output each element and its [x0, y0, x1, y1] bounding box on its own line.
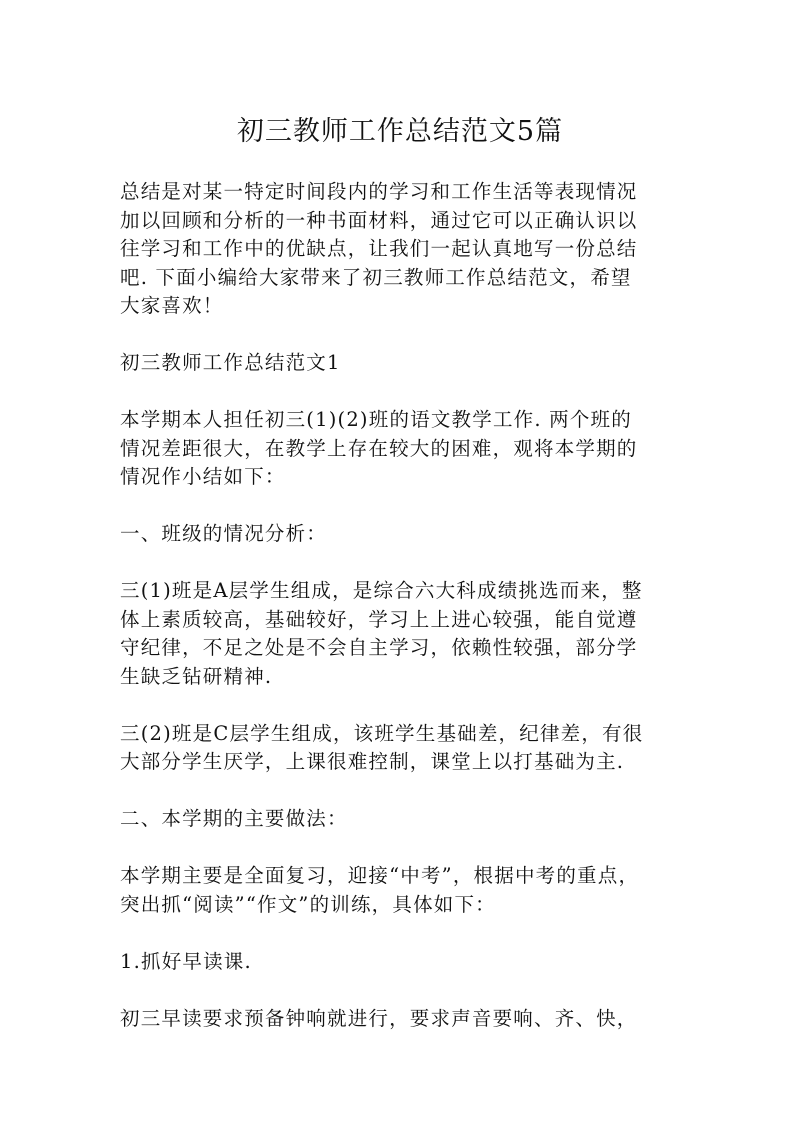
subsection-heading-morning-reading: 1.抓好早读课. — [120, 949, 252, 973]
body-paragraph: 初三早读要求预备钟响就进行，要求声音要响、齐、快， — [120, 1006, 638, 1030]
body-paragraph: 本学期主要是全面复习，迎接“中考”，根据中考的重点， 突出抓“阅读”“作文”的训练，具体如下： — [120, 864, 640, 916]
intro-paragraph: 总结是对某一特定时间段内的学习和工作生活等表现情况 加以回顾和分析的一种书面材料，通过它可以正确认识以 往学习和工作中的优缺点，让我们一起认真地写一份总结 吧. 下面小编给大家带来了初三教师工作总结范文，希望 大家喜欢！ — [120, 180, 638, 317]
body-paragraph: 三(2)班是C层学生组成，该班学生基础差，纪律差，有很 大部分学生厌学，上课很难控制，课堂上以打基础为主. — [120, 721, 644, 773]
body-paragraph: 三(1)班是A层学生组成，是综合六大科成绩挑选而来，整 体上素质较高，基础较好，学习上上进心较强，能自觉遵 守纪律，不足之处是不会自主学习，依赖性较强，部分学 生缺乏钻研精神. — [120, 579, 643, 688]
document-body — [120, 178, 680, 1062]
section-heading-main-methods: 二、本学期的主要做法： — [120, 807, 348, 830]
section-heading-class-analysis: 一、班级的情况分析： — [120, 522, 328, 545]
section-heading-essay-1: 初三教师工作总结范文1 — [120, 351, 341, 374]
document-title: 初三教师工作总结范文5篇 — [236, 116, 564, 147]
body-paragraph: 本学期本人担任初三(1)(2)班的语文教学工作. 两个班的 情况差距很大，在教学上存在较大的困难，观将本学期的 情况作小结如下： — [120, 408, 638, 488]
